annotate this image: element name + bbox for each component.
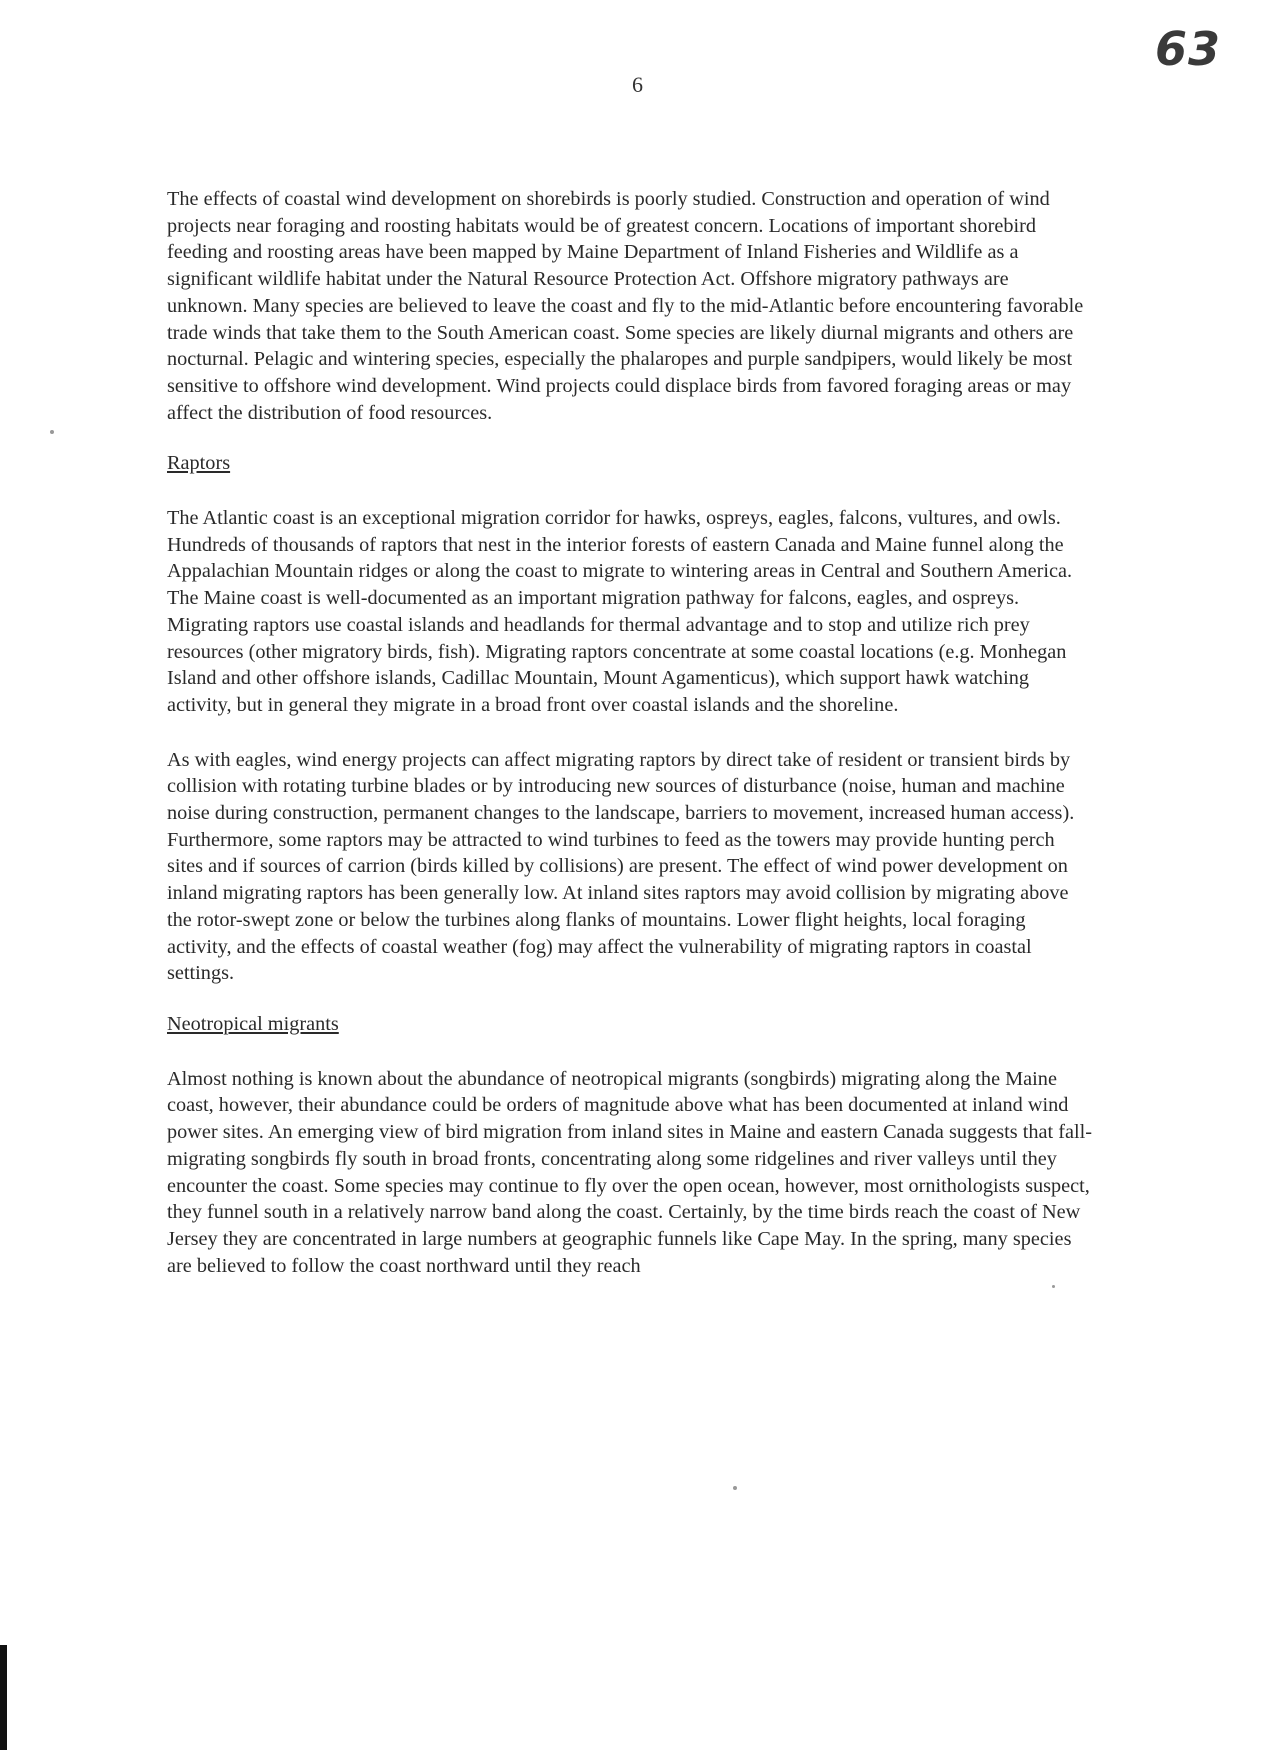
- scan-edge-mark: [0, 1645, 7, 1750]
- page-number: 6: [632, 72, 643, 97]
- document-body: [167, 186, 1093, 1279]
- handwritten-page-number: 63: [1154, 22, 1221, 76]
- scan-speck: [733, 1486, 737, 1490]
- shorebirds-paragraph: The effects of coastal wind development on shorebirds is poorly studied. Construction and operation of wind projects near foraging and roosting habitats would be of greatest concern. Locations of important shorebird feeding and roosting areas have been mapped by Maine Department of Inland Fisheries and Wildlife as a significant wildlife habitat under the Natural Resource Protection Act. Offshore migratory pathways are unknown. Many species are believed to leave the coast and fly to the mid-Atlantic before encountering favorable trade winds that take them to the South American coast. Some species are likely diurnal migrants and others are nocturnal. Pelagic and wintering species, especially the phalaropes and purple sandpipers, would likely be most sensitive to offshore wind development. Wind projects could displace birds from favored foraging areas or may affect the distribution of food resources.: [167, 188, 1084, 424]
- neotropical-migrants-heading: Neotropical migrants: [167, 1012, 339, 1035]
- scan-speck: [1052, 1285, 1055, 1288]
- raptors-paragraph-1: The Atlantic coast is an exceptional migration corridor for hawks, ospreys, eagles, falcons, vultures, and owls. Hundreds of thousands of raptors that nest in the interior forests of eastern Canada and Maine funnel along the Appalachian Mountain ridges or along the coast to migrate to wintering areas in Central and Southern America. The Maine coast is well-documented as an important migration pathway for falcons, eagles, and ospreys. Migrating raptors use coastal islands and headlands for thermal advantage and to stop and utilize rich prey resources (other migratory birds, fish). Migrating raptors concentrate at some coastal locations (e.g. Monhegan Island and other offshore islands, Cadillac Mountain, Mount Agamenticus), which support hawk watching activity, but in general they migrate in a broad front over coastal islands and the shoreline.: [167, 507, 1073, 716]
- neotropical-migrants-paragraph: Almost nothing is known about the abundance of neotropical migrants (songbirds) migrating along the Maine coast, however, their abundance could be orders of magnitude above what has been documented at inland wind power sites. An emerging view of bird migration from inland sites in Maine and eastern Canada suggests that fall-migrating songbirds fly south in broad fronts, concentrating along some ridgelines and river valleys until they encounter the coast. Some species may continue to fly over the open ocean, however, most ornithologists suspect, they funnel south in a relatively narrow band along the coast. Certainly, by the time birds reach the coast of New Jersey they are concentrated in large numbers at geographic funnels like Cape May. In the spring, many species are believed to follow the coast northward until they reach: [167, 1067, 1093, 1277]
- raptors-paragraph-2: As with eagles, wind energy projects can affect migrating raptors by direct take of resident or transient birds by collision with rotating turbine blades or by introducing new sources of disturbance (noise, human and machine noise during construction, permanent changes to the landscape, barriers to movement, increased human access). Furthermore, some raptors may be attracted to wind turbines to feed as the towers may provide hunting perch sites and if sources of carrion (birds killed by collisions) are present. The effect of wind power development on inland migrating raptors has been generally low. At inland sites raptors may avoid collision by migrating above the rotor-swept zone or below the turbines along flanks of mountains. Lower flight heights, local foraging activity, and the effects of coastal weather (fog) may affect the vulnerability of migrating raptors in coastal settings.: [167, 748, 1075, 985]
- scan-speck: [50, 430, 54, 434]
- raptors-heading: Raptors: [167, 452, 231, 475]
